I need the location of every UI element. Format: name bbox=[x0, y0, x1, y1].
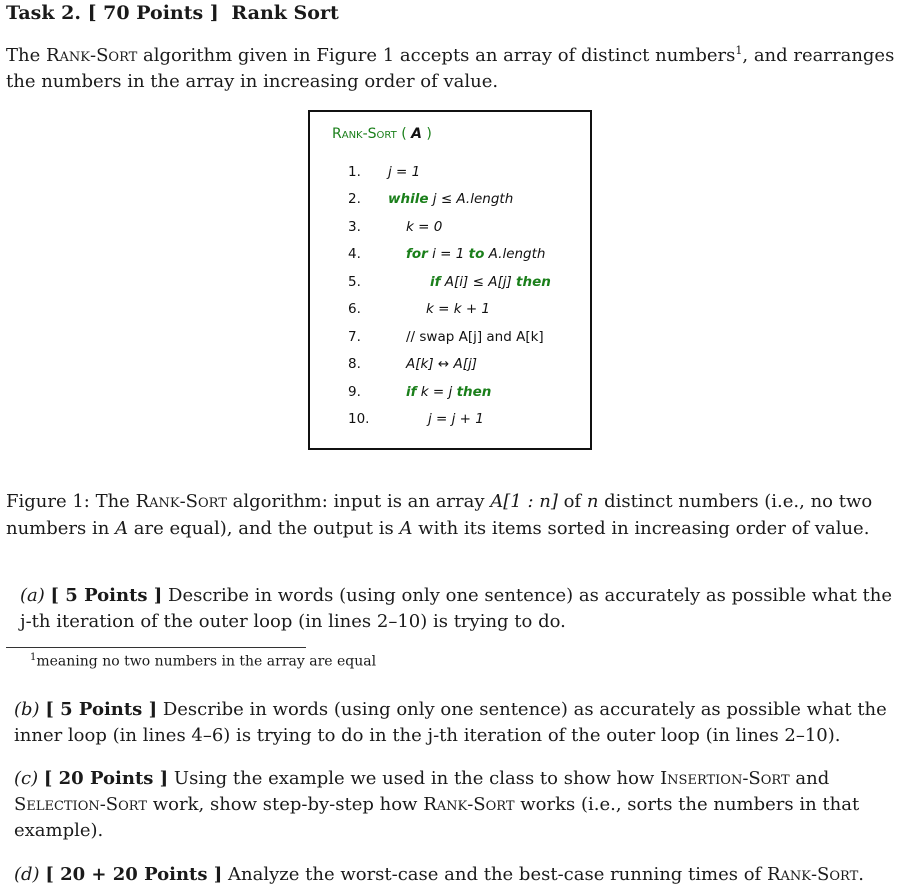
task-title: Rank Sort bbox=[231, 2, 339, 24]
task-points: [ 70 Points ] bbox=[87, 2, 219, 24]
item-label: (b) bbox=[14, 699, 40, 720]
footnote-mark: 1 bbox=[735, 44, 743, 57]
footnote: $^1$meaning no two numbers in the array are equal bbox=[30, 652, 377, 670]
item-label: (d) bbox=[14, 864, 40, 885]
algorithm-box: Rank-Sort ( A ) 1. j = 1 2. while j ≤ A.length 3. k = 0 4. for i = 1 to A.length 5. if A[i] ≤ A[j] then 6. k = k + 1 7. // swap A[j] and A[k] 8. A[k] ↔ A[j] 9. if k = j then 10. j = j + 1 bbox=[308, 110, 592, 450]
item-label: (a) bbox=[20, 585, 45, 606]
figure-caption: Figure 1: The Rank-Sort algorithm: input is an array A[1 : n] of n distinct numbers (i.e., no two numbers in A are equal), and the output is A with its items sorted in increasing order of value. bbox=[6, 491, 873, 539]
algorithm-title: Rank-Sort ( A ) bbox=[332, 126, 432, 142]
item-points: [ 5 Points ] bbox=[50, 585, 163, 606]
item-points: [ 20 + 20 Points ] bbox=[45, 864, 223, 885]
question-d: (d) [ 20 + 20 Points ] Analyze the worst-case and the best-case running times of Rank-Sort. bbox=[14, 864, 865, 885]
task-label: Task 2. bbox=[6, 2, 81, 24]
footnote-divider bbox=[6, 647, 306, 648]
item-points: [ 20 Points ] bbox=[43, 768, 169, 789]
item-label: (c) bbox=[14, 768, 39, 789]
question-a: (a) [ 5 Points ] Describe in words (using only one sentence) as accurately as possible what the j-th iteration of the outer loop (in lines 2–10) is trying to do. bbox=[20, 585, 893, 632]
question-b: (b) [ 5 Points ] Describe in words (using only one sentence) as accurately as possible what the inner loop (in lines 4–6) is trying to do in the j-th iteration of the outer loop (in lines 2–10). bbox=[14, 699, 887, 746]
task-heading bbox=[6, 2, 339, 24]
item-points: [ 5 Points ] bbox=[45, 699, 158, 720]
question-c: (c) [ 20 Points ] Using the example we used in the class to show how Insertion-Sort and Selection-Sort work, show step-by-step how Rank-Sort works (i.e., sorts the numbers in that example). bbox=[14, 768, 860, 841]
algo-name: Rank-Sort bbox=[45, 45, 138, 66]
intro-paragraph: The Rank-Sort algorithm given in Figure 1 accepts an array of distinct numbers$^1$, and rearranges the numbers in the array in increasing order of value. bbox=[6, 44, 895, 92]
